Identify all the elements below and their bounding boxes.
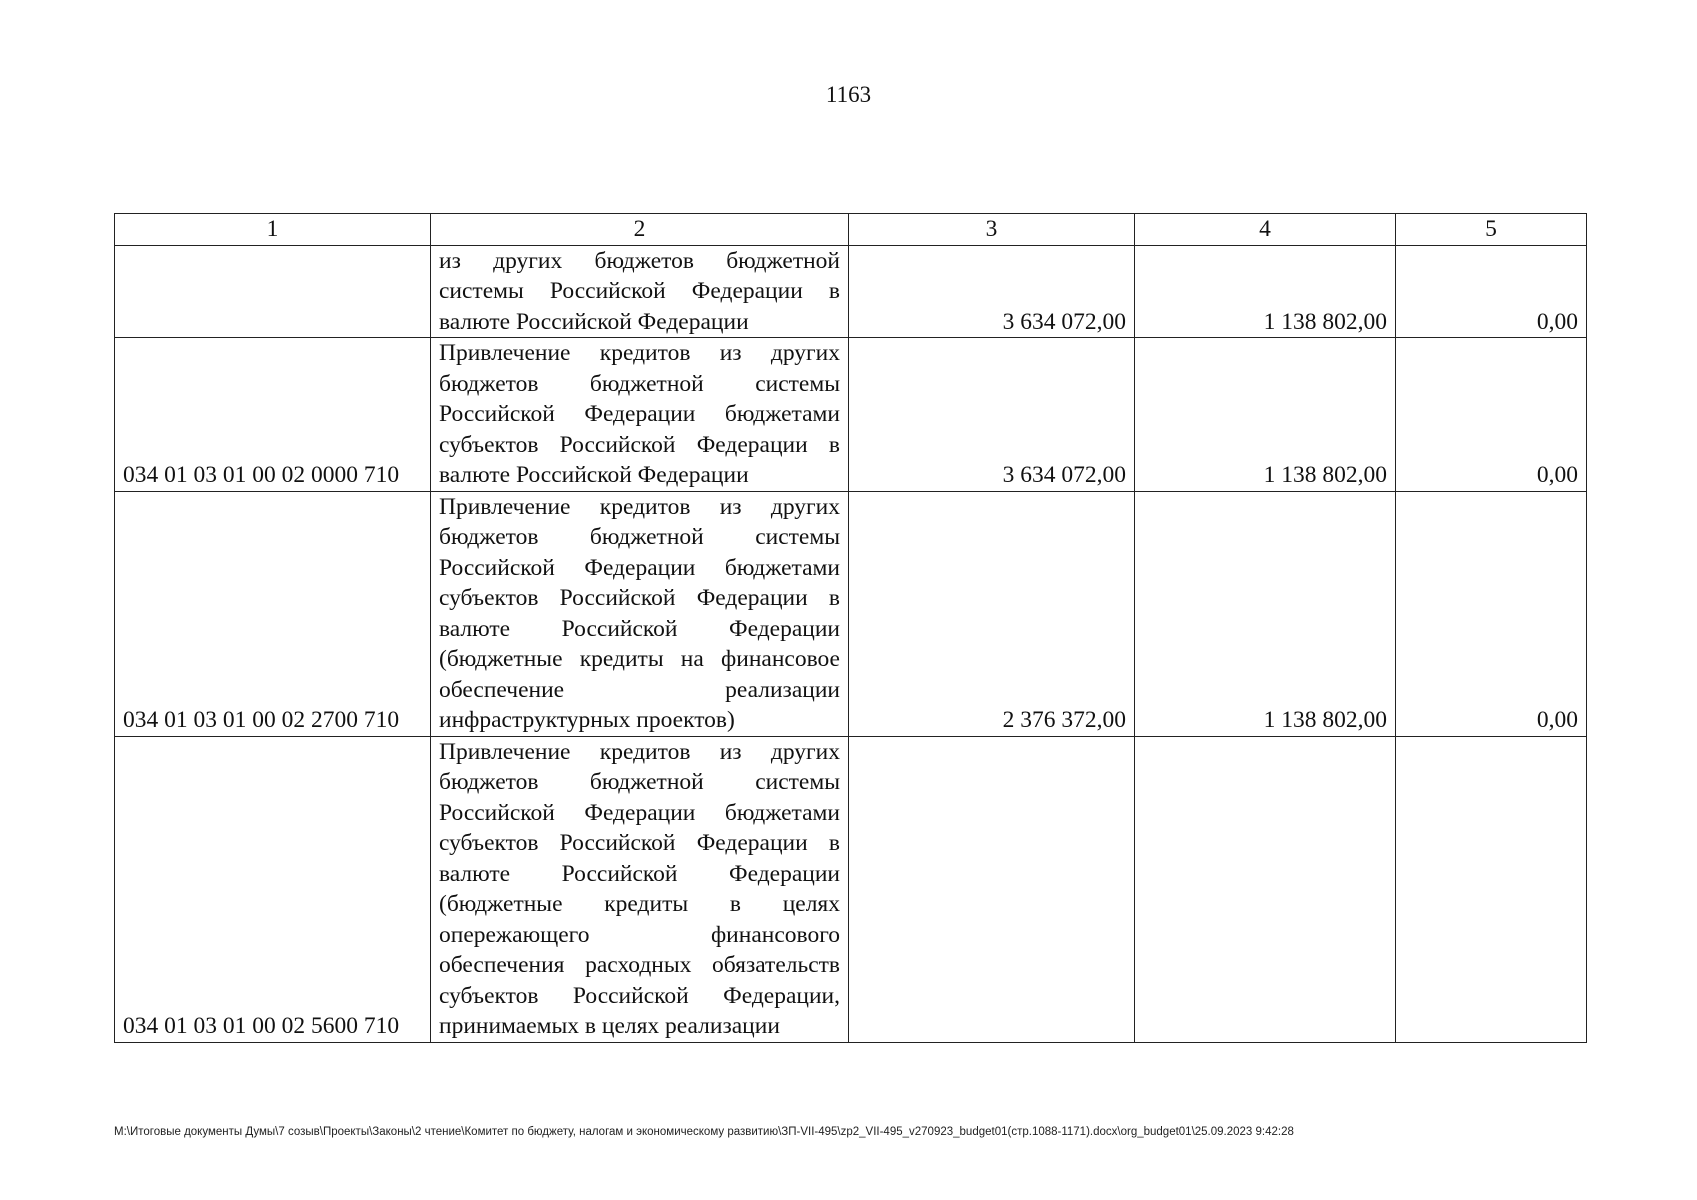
description-cell: Привлечение кредитов из других бюджетов бюджетной системы Российской Федерации бюджетами субъектов Российской Федерации в валюте Российской Федерации (бюджетные кредиты на финансовое обеспечение реализации инфраструктурных проектов) <box>431 491 849 736</box>
column-header-2: 2 <box>431 214 849 246</box>
amount-cell-col3: 3 634 072,00 <box>849 338 1135 492</box>
description-cell: из других бюджетов бюджетной системы Российской Федерации в валюте Российской Федерации <box>431 245 849 338</box>
budget-code-cell <box>115 245 431 338</box>
description-cell: Привлечение кредитов из других бюджетов бюджетной системы Российской Федерации бюджетами субъектов Российской Федерации в валюте Российской Федерации <box>431 338 849 492</box>
amount-cell-col3 <box>849 736 1135 1042</box>
footer-file-path: M:\Итоговые документы Думы\7 созыв\Проекты\Законы\2 чтение\Комитет по бюджету, налогам и экономическому развитию\ЗП-VII-495\zp2_VII-495_v270923_budget01(стр.1088-1171).docx\org_budget01\25.09.2023 9:42:28 <box>114 1126 1294 1138</box>
budget-table <box>114 213 1587 1043</box>
page-number: 1163 <box>825 82 872 107</box>
table-row <box>115 736 1587 1042</box>
amount-cell-col5: 0,00 <box>1396 245 1587 338</box>
budget-code-cell: 034 01 03 01 00 02 5600 710 <box>115 736 431 1042</box>
table-header-row <box>115 214 1587 246</box>
column-header-4: 4 <box>1135 214 1396 246</box>
amount-cell-col4 <box>1135 736 1396 1042</box>
budget-code-cell: 034 01 03 01 00 02 0000 710 <box>115 338 431 492</box>
column-header-3: 3 <box>849 214 1135 246</box>
amount-cell-col3: 3 634 072,00 <box>849 245 1135 338</box>
amount-cell-col4: 1 138 802,00 <box>1135 245 1396 338</box>
budget-code-cell: 034 01 03 01 00 02 2700 710 <box>115 491 431 736</box>
amount-cell-col4: 1 138 802,00 <box>1135 338 1396 492</box>
column-header-5: 5 <box>1396 214 1587 246</box>
amount-cell-col3: 2 376 372,00 <box>849 491 1135 736</box>
column-header-1: 1 <box>115 214 431 246</box>
description-cell: Привлечение кредитов из других бюджетов бюджетной системы Российской Федерации бюджетами субъектов Российской Федерации в валюте Российской Федерации (бюджетные кредиты в целях опережающего финансового обеспечения расходных обязательств субъектов Российской Федерации, принимаемых в целях реализации <box>431 736 849 1042</box>
amount-cell-col5: 0,00 <box>1396 491 1587 736</box>
table-row <box>115 245 1587 338</box>
table-row <box>115 491 1587 736</box>
amount-cell-col4: 1 138 802,00 <box>1135 491 1396 736</box>
table-row <box>115 338 1587 492</box>
amount-cell-col5: 0,00 <box>1396 338 1587 492</box>
amount-cell-col5 <box>1396 736 1587 1042</box>
